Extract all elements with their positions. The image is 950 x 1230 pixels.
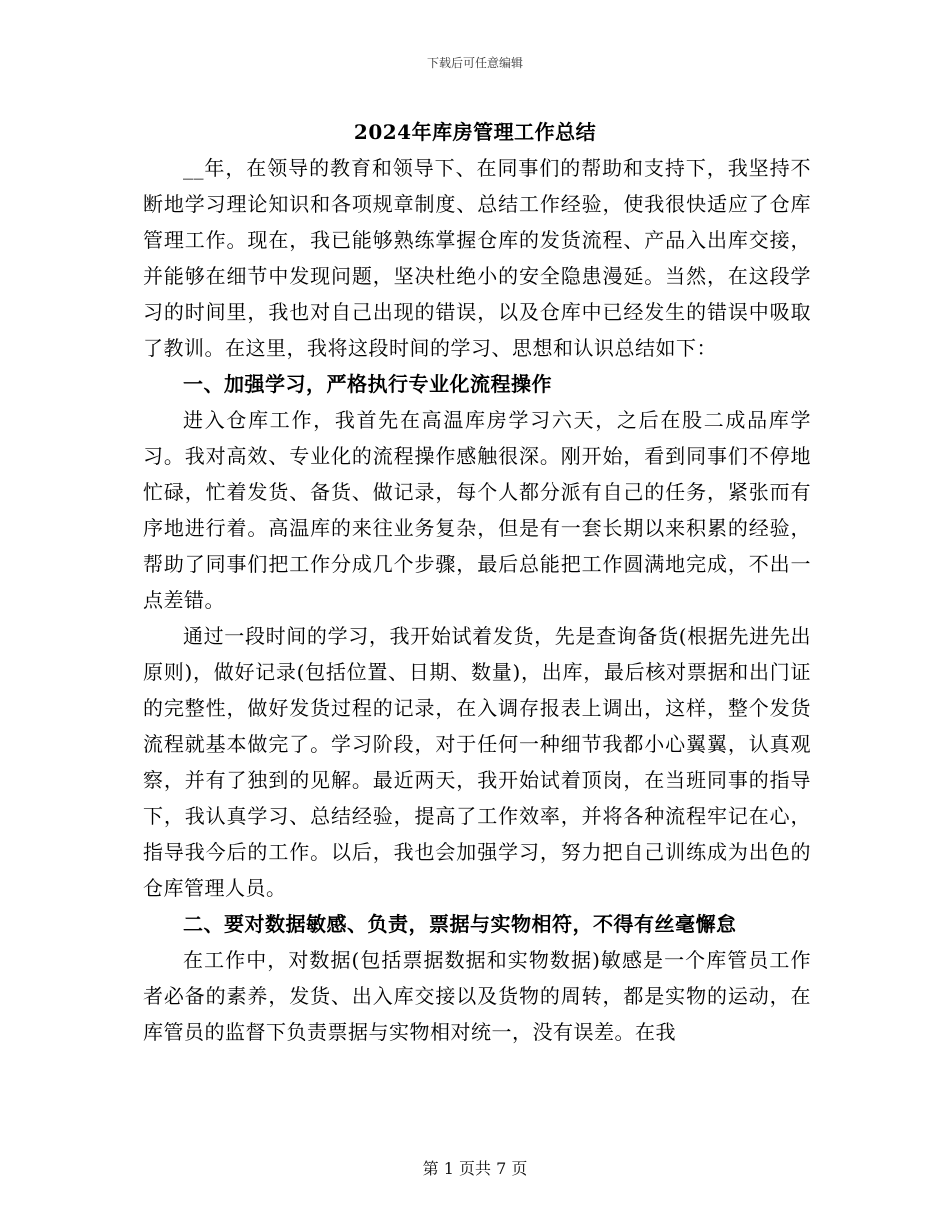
page-number-footer: 第 1 页共 7 页 <box>422 1159 528 1178</box>
paragraph-section1-a: 进入仓库工作，我首先在高温库房学习六天，之后在股二成品库学习。我对高效、专业化的流程操作感触很深。刚开始，看到同事们不停地忙碌，忙着发货、备货、做记录，每个人都分派有自己的任务，紧张而有序地进行着。高温库的来往业务复杂，但是有一套长期以来积累的经验，帮助了同事们把工作分成几个步骤，最后总能把工作圆满地完成，不出一点差错。 <box>143 408 811 612</box>
document-title: 2024年库房管理工作总结 <box>353 120 597 144</box>
paragraph-section2-a: 在工作中，对数据(包括票据数据和实物数据)敏感是一个库管员工作者必备的素养，发货、出入库交接以及货物的周转，都是实物的运动，在库管员的监督下负责票据与实物相对统一，没有误差。在我 <box>143 948 811 1044</box>
section-heading-1: 一、加强学习，严格执行专业化流程操作 <box>183 372 552 396</box>
section-heading-2: 二、要对数据敏感、负责，票据与实物相符，不得有丝毫懈怠 <box>183 912 737 936</box>
document-body <box>143 150 811 1050</box>
header-note: 下载后可任意编辑 <box>426 56 523 70</box>
paragraph-section1-b: 通过一段时间的学习，我开始试着发货，先是查询备货(根据先进先出原则)，做好记录(包括位置、日期、数量)，出库，最后核对票据和出门证的完整性，做好发货过程的记录，在入调存报表上调出，这样，整个发货流程就基本做完了。学习阶段，对于任何一种细节我都小心翼翼，认真观察，并有了独到的见解。最近两天，我开始试着顶岗，在当班同事的指导下，我认真学习、总结经验，提高了工作效率，并将各种流程牢记在心，指导我今后的工作。以后，我也会加强学习，努力把自己训练成为出色的仓库管理人员。 <box>143 624 811 900</box>
paragraph-intro: __年，在领导的教育和领导下、在同事们的帮助和支持下，我坚持不断地学习理论知识和各项规章制度、总结工作经验，使我很快适应了仓库管理工作。现在，我已能够熟练掌握仓库的发货流程、产品入出库交接，并能够在细节中发现问题，坚决杜绝小的安全隐患漫延。当然，在这段学习的时间里，我也对自己出现的错误，以及仓库中已经发生的错误中吸取了教训。在这里，我将这段时间的学习、思想和认识总结如下： <box>143 156 811 360</box>
